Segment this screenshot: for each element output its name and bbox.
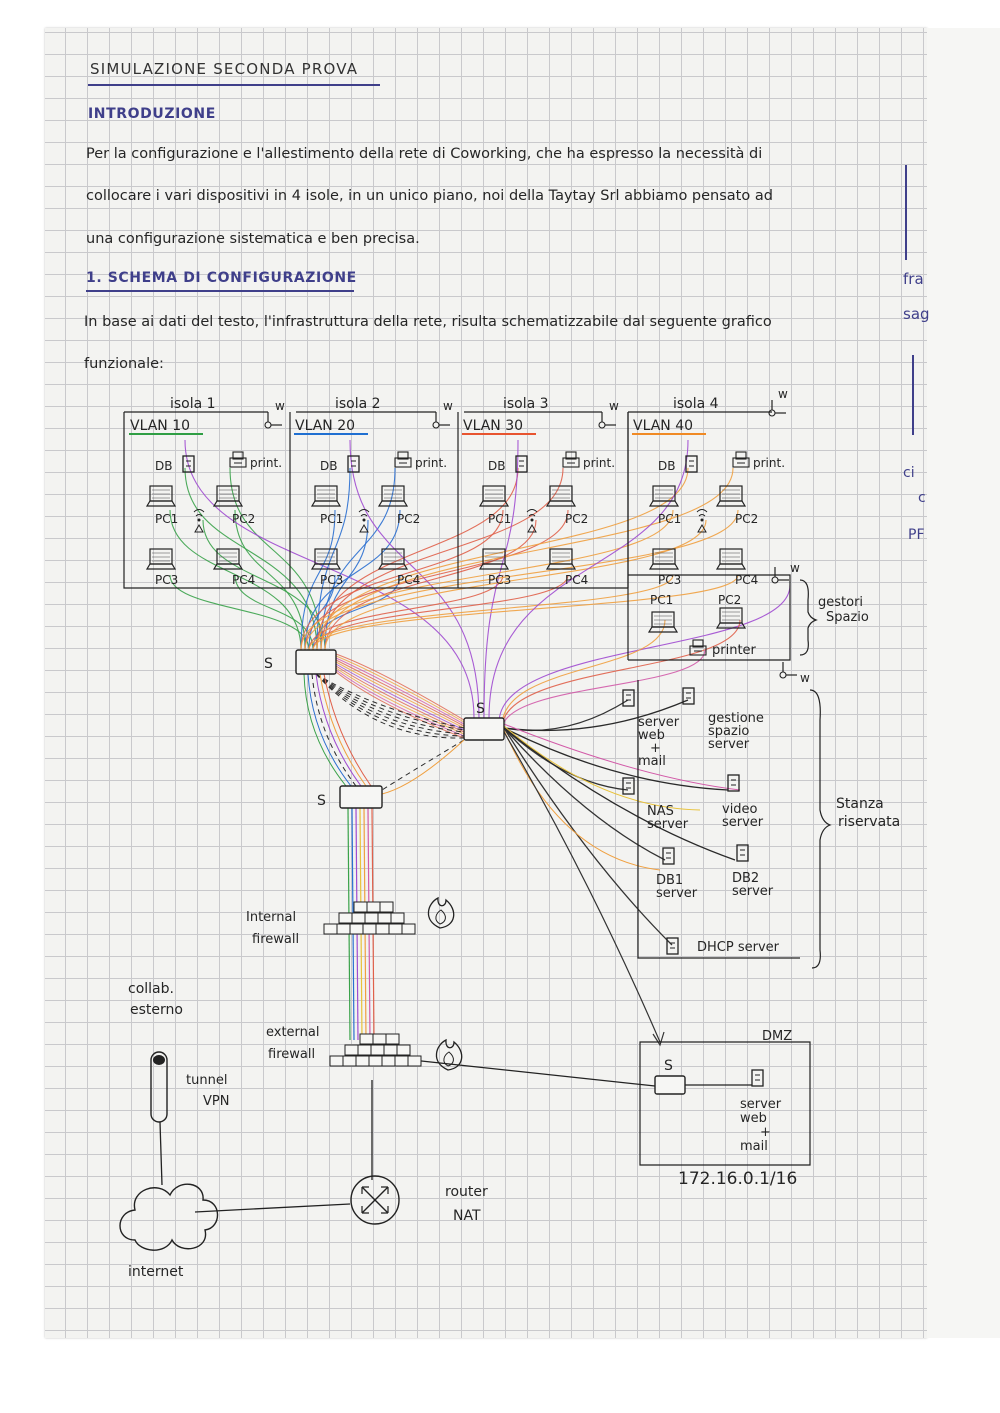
- isola-1-pc1-icon: [147, 486, 175, 506]
- isola-3-label: isola 3: [503, 396, 549, 412]
- isola-4-pc3-label: PC3: [658, 573, 682, 587]
- isola-2-label: isola 2: [335, 396, 381, 412]
- cable-gestori-2: [502, 620, 665, 726]
- gestori-brace: [800, 580, 816, 655]
- w-label-3: w: [609, 399, 619, 413]
- w-tap-4: [769, 400, 786, 416]
- margin-arrow: [912, 355, 914, 435]
- margin-note-2: sag: [903, 305, 930, 323]
- w-label-gestori: w: [790, 561, 800, 575]
- margin-note-4: c: [918, 490, 926, 506]
- dmz-server-label-4: mail: [740, 1139, 768, 1154]
- reserved-server-3-label-1: NAS: [647, 804, 674, 819]
- reserved-server-1-label-1: server: [638, 715, 680, 730]
- reserved-server-3-icon: [623, 778, 634, 794]
- section1-heading: 1. SCHEMA DI CONFIGURAZIONE: [86, 270, 357, 286]
- margin-note-5: PF: [908, 527, 925, 543]
- srv-cable-m1: [504, 724, 740, 790]
- isola-3-db-label: DB: [488, 459, 506, 473]
- s2-s3-a: [382, 740, 464, 790]
- dmz-server-label-2: web: [740, 1111, 767, 1126]
- devices-layer: [120, 452, 763, 1250]
- dmz-server-label-1: server: [740, 1097, 782, 1112]
- fan-s1-s2-1: [336, 656, 464, 722]
- reserved-server-6-icon: [737, 845, 748, 861]
- switch-servers-label: S: [476, 701, 485, 717]
- reserved-server-3-label-2: server: [647, 817, 689, 832]
- labels-layer: [128, 387, 900, 1280]
- isola-3-pc1-icon: [480, 486, 508, 506]
- s2-s3-b: [382, 740, 464, 794]
- margin-note-1: fra: [903, 270, 924, 288]
- reserved-server-6-label-1: DB2: [732, 871, 760, 886]
- reserved-server-1-label-2: web: [638, 728, 665, 743]
- external-firewall-flame-icon: [436, 1040, 461, 1070]
- gestori-label-2: Spazio: [826, 610, 869, 625]
- dash-s1-s2-0: [316, 674, 464, 728]
- w-label-2: w: [443, 399, 453, 413]
- dmz-server-icon: [752, 1070, 763, 1086]
- isola-4-pc1-label: PC1: [658, 512, 682, 526]
- reserved-server-2-label-2: spazio: [708, 724, 750, 739]
- collab-label-1: collab.: [128, 981, 174, 997]
- gestori-printer-label: printer: [712, 643, 756, 658]
- router-icon: [351, 1176, 399, 1224]
- switch-main-label: S: [264, 656, 273, 672]
- dmz-label: DMZ: [762, 1029, 793, 1044]
- switch-main: [296, 650, 336, 674]
- vlan-1-label: VLAN 10: [130, 418, 191, 434]
- gestori-label-1: gestori: [818, 595, 864, 610]
- w-tap-1: [265, 412, 282, 428]
- reserved-server-4-label-1: video: [722, 802, 758, 817]
- intro-line-2: collocare i vari dispositivi in 4 isole, in un unico piano, noi della Taytay Srl abbiamo pensato ad: [86, 188, 773, 204]
- switch-core-label: S: [317, 793, 326, 809]
- vlan-3-label: VLAN 30: [463, 418, 524, 434]
- tunnel-label-1: tunnel: [186, 1073, 228, 1088]
- isola-2-pc2-label: PC2: [397, 512, 421, 526]
- isola-2-pc1-icon: [312, 486, 340, 506]
- margin-line: [905, 165, 907, 260]
- reserved-server-7-label-1: DHCP server: [697, 940, 779, 955]
- isola-1-pc3-label: PC3: [155, 573, 179, 587]
- router-label-2: NAT: [453, 1208, 481, 1224]
- reserved-label-2: riservata: [838, 814, 901, 830]
- isola-3-pc4-icon: [547, 549, 575, 569]
- fw-to-dmz: [412, 1060, 655, 1086]
- w-tap-2: [433, 412, 450, 428]
- srv-cable-o1: [504, 730, 660, 870]
- isola-4-db-label: DB: [658, 459, 676, 473]
- tunnel-label-2: VPN: [203, 1094, 230, 1109]
- reserved-server-2-label-3: server: [708, 737, 750, 752]
- isola-4-pc4-label: PC4: [735, 573, 759, 587]
- reserved-server-1-icon: [623, 690, 634, 706]
- isola-4-label: isola 4: [673, 396, 719, 412]
- isola-4-printer-icon: [733, 452, 749, 467]
- external-firewall-label-1: external: [266, 1025, 320, 1040]
- router-label-1: router: [445, 1184, 488, 1200]
- internal-firewall-label-1: Internal: [246, 910, 297, 925]
- reserved-server-1-label-3: +: [650, 741, 661, 756]
- isola-2-pc4-label: PC4: [397, 573, 421, 587]
- internet-label: internet: [128, 1264, 184, 1280]
- internal-firewall-flame-icon: [428, 898, 453, 928]
- isola-1-printer-label: print.: [250, 456, 283, 470]
- intro-heading: INTRODUZIONE: [88, 106, 216, 122]
- isola-1-pc1-label: PC1: [155, 512, 179, 526]
- switch-core: [340, 786, 382, 808]
- section1-line-2: funzionale:: [84, 356, 164, 372]
- isola-4-printer-label: print.: [753, 456, 786, 470]
- switch-servers: [464, 718, 504, 740]
- switch-dmz: [655, 1076, 685, 1094]
- isola-3-printer-icon: [563, 452, 579, 467]
- vlan-4-label: VLAN 40: [633, 418, 694, 434]
- internet-cloud-icon: [120, 1184, 218, 1250]
- isola-3-pc2-icon: [547, 486, 575, 506]
- reserved-server-5-label-2: server: [656, 886, 698, 901]
- reserved-server-1-label-4: mail: [638, 754, 666, 769]
- isola-1-pc3-icon: [147, 549, 175, 569]
- isola-1-pc2-icon: [214, 486, 242, 506]
- cable-isola4-5: [321, 468, 733, 650]
- cable-isola2-5: [321, 468, 395, 650]
- vlan-2-label: VLAN 20: [295, 418, 356, 434]
- isola-2-db-label: DB: [320, 459, 338, 473]
- reserved-server-7-icon: [667, 938, 678, 954]
- internal-firewall-label-2: firewall: [252, 932, 300, 947]
- isola-3-pc2-label: PC2: [565, 512, 589, 526]
- margin-note-3: ci: [903, 465, 915, 481]
- cable-isola3-5: [321, 468, 563, 650]
- isola-4-pc2-label: PC2: [735, 512, 759, 526]
- w-label-reserved: w: [800, 671, 810, 685]
- section1-line-1: In base ai dati del testo, l'infrastruttura della rete, risulta schematizzabile dal seguente grafico: [84, 314, 772, 330]
- fan-s1-s2-2: [336, 658, 464, 724]
- isola-2-pc3-label: PC3: [320, 573, 344, 587]
- vpn-tunnel-icon: [151, 1052, 167, 1122]
- gestori-pc1-label: PC1: [650, 593, 674, 607]
- reserved-server-5-label-1: DB1: [656, 873, 684, 888]
- w-label-4: w: [778, 387, 788, 401]
- cable-isola4-4: [317, 468, 688, 650]
- fan-s1-s2-3: [336, 660, 464, 726]
- w-tap-reserved: [780, 662, 797, 678]
- vpn-to-internet: [160, 1122, 162, 1185]
- dmz-server-label-3: +: [760, 1125, 771, 1140]
- internal-firewall-icon: [324, 902, 415, 934]
- isola-1-label: isola 1: [170, 396, 216, 412]
- reserved-label-1: Stanza: [836, 796, 884, 812]
- collab-label-2: esterno: [130, 1002, 183, 1018]
- reserved-server-6-label-2: server: [732, 884, 774, 899]
- isola-3-pc4-label: PC4: [565, 573, 589, 587]
- external-firewall-icon: [330, 1034, 421, 1066]
- isola-3-pc1-label: PC1: [488, 512, 512, 526]
- isola-1-pc4-label: PC4: [232, 573, 256, 587]
- cable-gestori-3: [502, 620, 740, 728]
- isola-1-printer-icon: [230, 452, 246, 467]
- switch-dmz-label: S: [664, 1058, 673, 1074]
- isola-4-pc2-icon: [717, 486, 745, 506]
- w-tap-3: [599, 412, 616, 428]
- reserved-brace: [810, 690, 830, 968]
- fan-s1-s2-4: [336, 662, 464, 728]
- page-title: SIMULAZIONE SECONDA PROVA: [90, 60, 359, 78]
- intro-line-3: una configurazione sistematica e ben precisa.: [86, 231, 420, 247]
- gestori-pc2-label: PC2: [718, 593, 742, 607]
- gestori-printer-icon: [690, 640, 706, 655]
- reserved-server-5-icon: [663, 848, 674, 864]
- dmz-address: 172.16.0.1/16: [678, 1169, 798, 1189]
- srv-cable-0: [504, 700, 628, 730]
- isola-3-printer-label: print.: [583, 456, 616, 470]
- isola-4-pc4-icon: [717, 549, 745, 569]
- isola-2-printer-icon: [395, 452, 411, 467]
- isola-2-pc1-label: PC1: [320, 512, 344, 526]
- islands-frame: [124, 412, 628, 588]
- reserved-server-2-label-1: gestione: [708, 711, 764, 726]
- isola-2-printer-label: print.: [415, 456, 448, 470]
- intro-line-1: Per la configurazione e l'allestimento della rete di Coworking, che ha espresso la necessità di: [86, 146, 763, 162]
- reserved-server-4-label-2: server: [722, 815, 764, 830]
- isola-1-pc2-label: PC2: [232, 512, 256, 526]
- w-label-1: w: [275, 399, 285, 413]
- external-firewall-label-2: firewall: [268, 1047, 316, 1062]
- isola-3-pc3-label: PC3: [488, 573, 512, 587]
- internet-router: [195, 1204, 350, 1212]
- isola-1-db-label: DB: [155, 459, 173, 473]
